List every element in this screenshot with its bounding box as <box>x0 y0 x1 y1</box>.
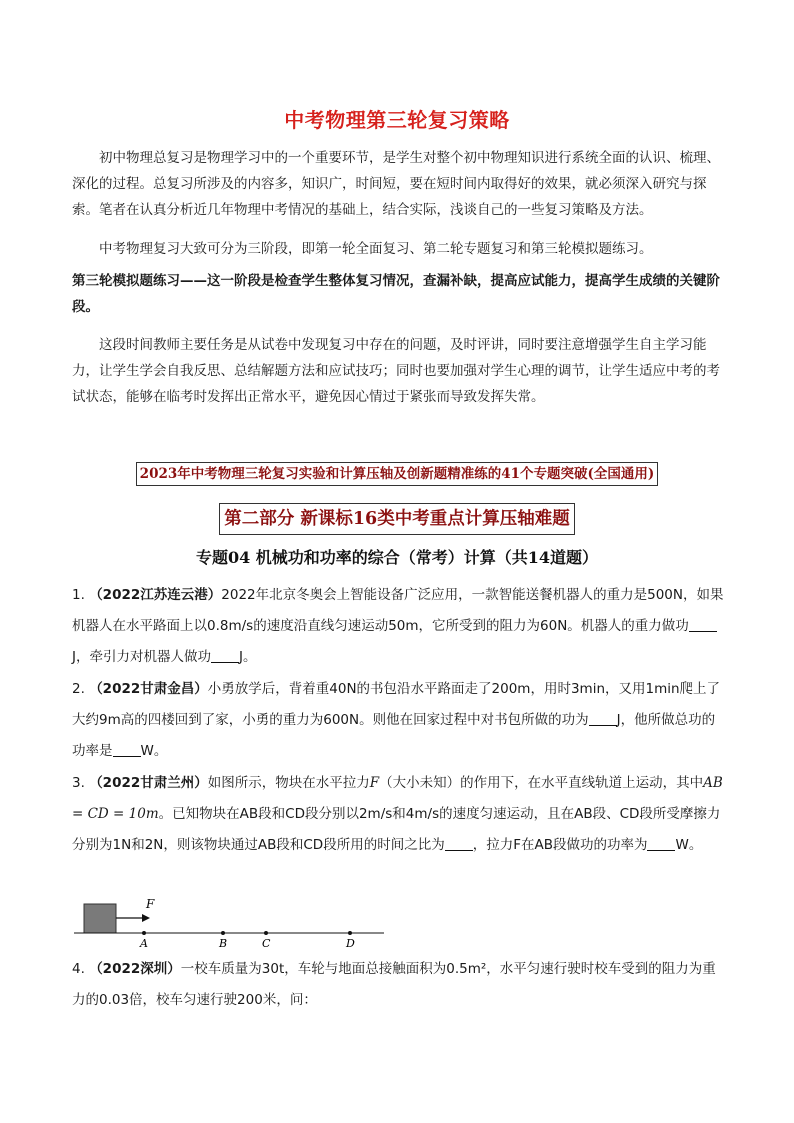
answer-blank <box>113 741 141 757</box>
question-text: W。 <box>675 837 703 853</box>
question-text: J。 <box>238 649 257 665</box>
answer-blank <box>647 835 675 851</box>
point-a-label: A <box>140 937 148 950</box>
question-text: 小勇放学后，背着重40N的书包沿水平路面走了200m，用时3min，又用1min爬上了大约9m高的四楼回到了家，小勇的重力为600N。则他在回家过程中对书包所做的功为 <box>72 681 721 728</box>
question-text: （大小未知）的作用下，在水平直线轨道上运动，其中 <box>379 775 704 791</box>
teacher-task-paragraph: 这段时间教师主要任务是从试卷中发现复习中存在的问题，及时评讲，同时要注意增强学生自主学习能力，让学生学会自我反思、总结解题方法和应试技巧；同时也要加强对学生心理的调节，让学生适应中考的考试状态，能够在临考时发挥出正常水平，避免因心情过于紧张而导致发挥失常。 <box>72 337 720 405</box>
question-2 <box>72 674 724 767</box>
point-a-dot <box>142 931 146 935</box>
distance-equation: AB = CD = 10m <box>72 775 723 822</box>
answer-blank <box>445 835 473 851</box>
question-text: J，牵引力对机器人做功 <box>72 649 211 665</box>
point-d-label: D <box>346 937 355 950</box>
question-text: 2022年北京冬奥会上智能设备广泛应用，一款智能送餐机器人的重力是500N，如果机器人在水平路面上以0.8m/s的速度沿直线匀速运动50m，它所受到的阻力为60N。机器人的重力做功 <box>72 587 724 634</box>
question-number: 2. <box>72 681 85 697</box>
page-title: 中考物理第三轮复习策略 <box>284 108 510 132</box>
question-1 <box>72 580 724 673</box>
question-text: J，他所做总功的功率是 <box>72 712 716 759</box>
point-b-dot <box>221 931 225 935</box>
answer-blank <box>689 616 717 632</box>
topic-heading: 专题04 机械功和功率的综合（常考）计算（共14道题） <box>195 548 599 567</box>
force-arrowhead <box>142 914 150 922</box>
part-banner-text: 第二部分 新课标16类中考重点计算压轴难题 <box>219 503 574 535</box>
series-banner-text: 2023年中考物理三轮复习实验和计算压轴及创新题精准练的41个专题突破(全国通用) <box>136 462 659 486</box>
question-text: ，拉力F在AB段做功的功率为 <box>472 837 648 853</box>
question-text: W。 <box>140 743 168 759</box>
question-text: 。已知物块在AB段和CD段分别以2m/s和4m/s的速度匀速运动，且在AB段、CD段所受摩擦力分别为1N和2N，则该物块通过AB段和CD段所用的时间之比为 <box>72 806 721 853</box>
series-banner <box>0 462 794 486</box>
question-number: 4. <box>72 961 85 977</box>
question-4 <box>72 954 724 1016</box>
question-number: 3. <box>72 775 85 791</box>
question-3 <box>72 768 724 861</box>
point-c-dot <box>264 931 268 935</box>
intro-paragraph: 初中物理总复习是物理学习中的一个重要环节，是学生对整个初中物理知识进行系统全面的认识、梳理、深化的过程。总复习所涉及的内容多，知识广，时间短，要在短时间内取得好的效果，就必须深入研究与探索。笔者在认真分析近几年物理中考情况的基础上，结合实际，浅谈自己的一些复习策略及方法。 <box>72 150 720 218</box>
point-d-dot <box>348 931 352 935</box>
answer-blank <box>589 710 617 726</box>
question-source: （2022甘肃金昌） <box>89 681 208 697</box>
question-text: 如图所示，物块在水平拉力 <box>207 775 370 791</box>
stages-paragraph: 中考物理复习大致可分为三阶段，即第一轮全面复习、第二轮专题复习和第三轮模拟题练习。 <box>99 241 653 257</box>
stage3-bold-paragraph: 第三轮模拟题练习——这一阶段是检查学生整体复习情况，查漏补缺，提高应试能力，提高学生成绩的关键阶段。 <box>72 273 720 315</box>
block-shape <box>84 904 116 933</box>
question-source: （2022深圳） <box>89 961 181 977</box>
question-source: （2022江苏连云港） <box>89 587 222 603</box>
point-b-label: B <box>219 937 228 950</box>
track-figure <box>70 890 390 950</box>
part-banner <box>0 503 794 535</box>
question-source: （2022甘肃兰州） <box>89 775 208 791</box>
point-c-label: C <box>262 937 271 950</box>
question-number: 1. <box>72 587 85 603</box>
force-variable: F <box>369 775 380 791</box>
force-label: F <box>146 897 155 911</box>
question-text: 一校车质量为30t，车轮与地面总接触面积为0.5m²，水平匀速行驶时校车受到的阻力为重力的0.03倍，校车匀速行驶200米，问： <box>72 961 716 1008</box>
answer-blank <box>211 647 239 663</box>
